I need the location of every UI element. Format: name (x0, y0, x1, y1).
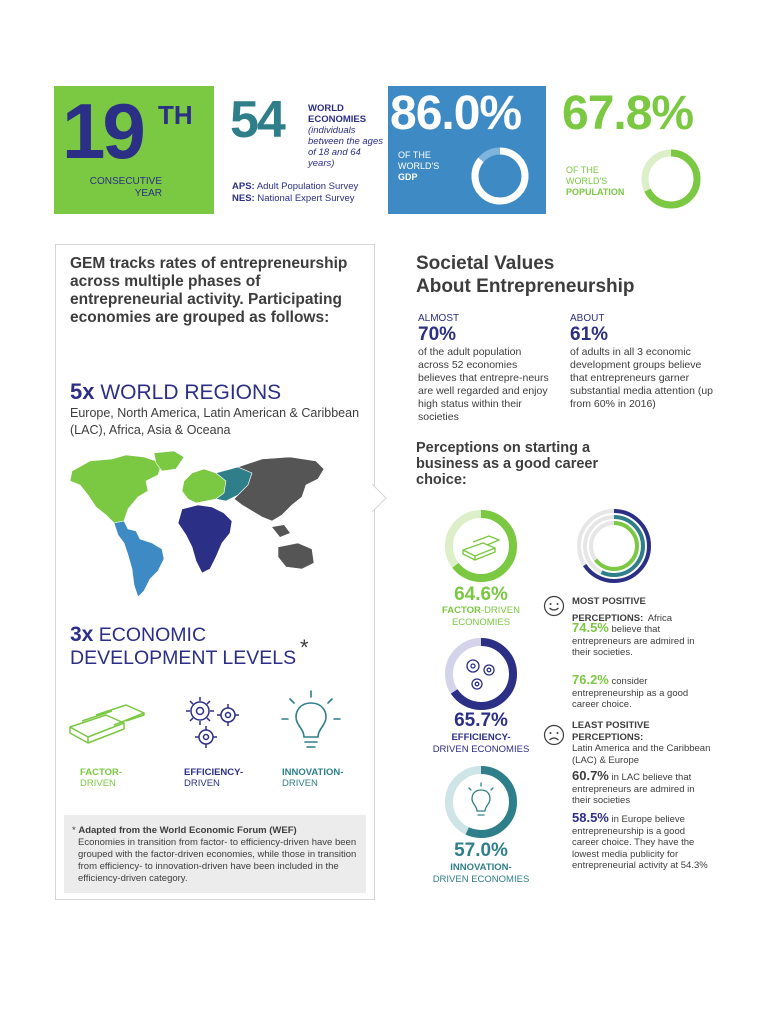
population-label-line1: OF THE (566, 165, 599, 175)
innovation-label-2: DRIVEN ECONOMIES (432, 874, 530, 885)
factor-ring (443, 508, 519, 584)
asia-region (234, 457, 324, 521)
factor-percent: 64.6% (454, 584, 508, 605)
least-positive-title-2: PERCEPTIONS: (572, 731, 644, 743)
least-positive-title: LEAST POSITIVE (572, 720, 650, 731)
nes-text: National Expert Survey (257, 193, 355, 204)
least-stat-2 (572, 812, 712, 872)
efficiency-ring (443, 636, 519, 712)
population-label-line3: POPULATION (566, 187, 625, 197)
rank-label-line2: YEAR (134, 188, 162, 199)
most-stat-1-percent: 74.5% (572, 620, 609, 635)
innovation-ring (443, 764, 519, 840)
most-positive-title-2: PERCEPTIONS: (572, 612, 644, 624)
factor-label-1: FACTOR (442, 605, 481, 616)
economies-label-line2: ECONOMIES (308, 114, 367, 125)
stat-70 (418, 313, 550, 424)
intro-text: GEM tracks rates of entrepreneurship across multiple phases of entrepreneurial activity. Participating economies are grouped as follows: (70, 255, 348, 326)
stat-61-percent: 61% (570, 324, 609, 345)
rank-label (90, 176, 162, 200)
level-efficiency-line1: EFFICIENCY- (184, 767, 244, 778)
frown-icon (543, 724, 565, 746)
level-factor-line2: DRIVEN (80, 778, 116, 789)
gdp-label-line2: WORLD'S (398, 161, 440, 171)
most-positive-title: MOST POSITIVE (572, 596, 646, 607)
regions-description: Europe, North America, Latin American & Caribbean (LAC), Africa, Asia & Oceana (70, 406, 360, 437)
economies-count: 54 (230, 91, 284, 149)
aps-abbr: APS: (232, 181, 255, 192)
innovation-lightbulb-icon (469, 783, 493, 815)
most-stat-2 (572, 674, 712, 711)
note-asterisk: * (72, 825, 76, 836)
gdp-box (388, 86, 546, 214)
gdp-label (398, 150, 439, 183)
nes-abbr: NES: (232, 193, 255, 204)
population-label-line2: WORLD'S (566, 176, 608, 186)
world-map (66, 451, 328, 601)
societal-title-line2: About Entrepreneurship (416, 276, 635, 297)
economies-panel (55, 244, 375, 900)
gdp-label-line3: GDP (398, 172, 418, 182)
least-stat-2-percent: 58.5% (572, 810, 609, 825)
stat-61-description: of adults in all 3 economic development groups believe that entrepreneurs garner substantial media attention (up from 60% in 2016) (570, 346, 714, 410)
level-innovation (282, 767, 343, 789)
stat-70-description: of the adult population across 52 economies believes that entrepre-neurs are well regarded and enjoy high status within their societies (418, 346, 549, 423)
efficiency-percent: 65.7% (454, 710, 508, 731)
factor-label (416, 605, 546, 629)
panel-pointer (372, 484, 388, 512)
levels-count: 3x (70, 623, 94, 646)
least-positive-region: Latin America and the Caribbean (LAC) & Europe (572, 743, 711, 766)
least-stat-1-text: in LAC believe that entrepreneurs are admired in their societies (572, 772, 695, 806)
economies-note: (individuals between the ages of 18 and 64 years) (308, 125, 384, 169)
stat-70-percent: 70% (418, 324, 457, 345)
efficiency-label (416, 732, 546, 756)
perceptions-title: Perceptions on starting a business as a good career choice: (416, 440, 599, 488)
societal-title-line1: Societal Values (416, 253, 555, 274)
latin-america-region (114, 521, 164, 597)
efficiency-gears-icon (467, 660, 494, 689)
rank-suffix: TH (158, 100, 193, 130)
level-efficiency (184, 767, 243, 789)
population-ring (638, 146, 704, 212)
factor-label-3: ECONOMIES (451, 617, 511, 628)
factor-gold-bars-icon (463, 536, 499, 560)
economies-label (308, 103, 366, 125)
level-innovation-line2: DRIVEN (282, 778, 318, 789)
gdp-label-line1: OF THE (398, 150, 431, 160)
most-positive-region: Africa (647, 612, 673, 624)
gears-icon (180, 691, 246, 751)
rank-label-line1: CONSECUTIVE (89, 176, 162, 187)
factor-label-2: -DRIVEN (480, 605, 520, 616)
population-percent: 67.8% (562, 87, 694, 140)
gold-bars-icon (66, 691, 152, 749)
lightbulb-icon (278, 689, 344, 751)
oceania-region (278, 543, 314, 569)
stat-70-prefix: ALMOST (418, 313, 460, 324)
level-factor-line1: FACTOR- (80, 767, 123, 778)
innovation-label (416, 862, 546, 886)
aps-text: Adult Population Survey (256, 181, 359, 192)
africa-region (178, 505, 232, 573)
smile-icon (543, 595, 565, 617)
stat-61 (570, 313, 715, 411)
gdp-percent: 86.0% (390, 87, 522, 140)
most-stat-1-text: believe that entrepreneurs are admired in their societies. (572, 624, 695, 658)
innovation-percent: 57.0% (454, 840, 508, 861)
least-stat-1 (572, 770, 712, 807)
regions-title (70, 379, 281, 405)
most-stat-2-percent: 76.2% (572, 672, 609, 687)
least-stat-1-percent: 60.7% (572, 768, 609, 783)
rank-number: 19 (62, 87, 143, 175)
innovation-label-1: INNOVATION- (450, 862, 512, 873)
concentric-rings (574, 506, 654, 586)
consecutive-year-box (54, 86, 214, 214)
most-stat-2-text: consider entrepreneurship as a good career choice. (572, 676, 689, 710)
societal-title (416, 252, 635, 298)
survey-legend (232, 181, 358, 205)
wef-note (64, 815, 366, 893)
levels-asterisk: * (300, 635, 309, 660)
population-label (566, 165, 624, 198)
stat-61-prefix: ABOUT (570, 313, 605, 324)
efficiency-label-1: EFFICIENCY- (451, 732, 511, 743)
note-title: Adapted from the World Economic Forum (WEF) (78, 825, 297, 836)
least-stat-2-text: in Europe believe entrepreneurship is a good career choice. They have the lowest media publicity for entrepreneurial activity at 54.3% (572, 814, 708, 871)
levels-title (70, 623, 296, 670)
levels-title-line1: ECONOMIC (98, 624, 207, 646)
regions-count: 5x (70, 379, 95, 404)
least-positive (572, 720, 722, 766)
note-text: Economies in transition from factor- to efficiency-driven have been grouped with the factor-driven economies, while those in transition from efficiency- to innovation-driven have been included in the efficiency-driven category. (78, 837, 357, 884)
north-america-region (70, 455, 162, 523)
level-innovation-line1: INNOVATION- (282, 767, 344, 778)
islands-region (272, 525, 290, 537)
levels-title-line2: DEVELOPMENT LEVELS (70, 647, 297, 669)
efficiency-label-2: DRIVEN ECONOMIES (432, 744, 530, 755)
most-stat-1 (572, 622, 712, 659)
level-factor (80, 767, 122, 789)
gdp-ring (468, 144, 532, 208)
regions-title-text: WORLD REGIONS (100, 381, 282, 404)
economies-label-line1: WORLD (308, 103, 344, 114)
level-efficiency-line2: DRIVEN (184, 778, 220, 789)
